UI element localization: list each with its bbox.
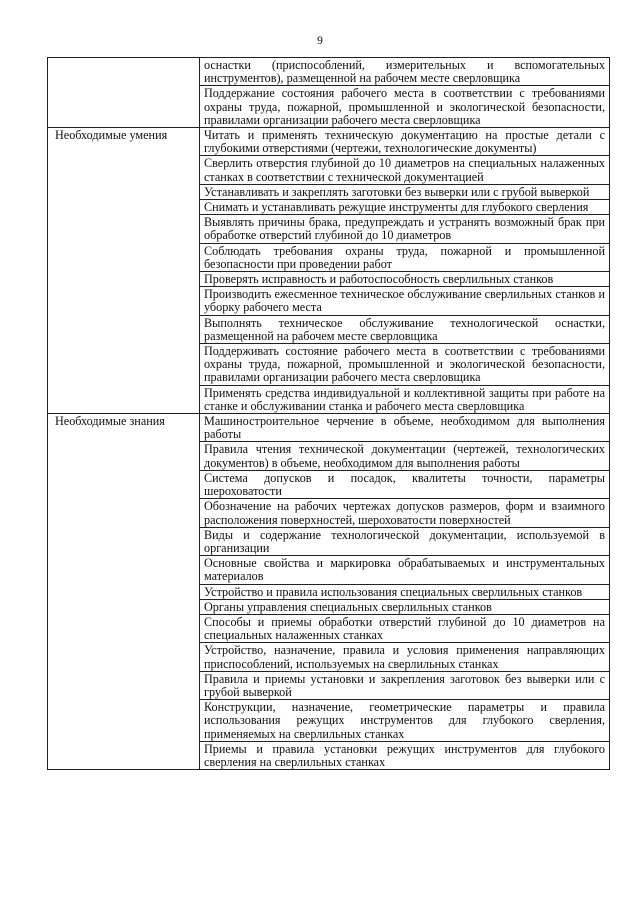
- requirement-text: Читать и применять техническую документацию на простые детали с глубокими отверстиями (чертежи, технологические документы): [200, 128, 610, 156]
- row-group-label: [48, 58, 200, 128]
- requirement-text: Снимать и устанавливать режущие инструменты для глубокого сверления: [200, 200, 610, 215]
- requirement-text: Устанавливать и закреплять заготовки без выверки или с грубой выверкой: [200, 184, 610, 199]
- table-row: [48, 128, 610, 156]
- requirement-text: Органы управления специальных сверлильных станков: [200, 599, 610, 614]
- requirement-text: Сверлить отверстия глубиной до 10 диаметров на специальных налаженных станках в соответствии с технической документацией: [200, 156, 610, 184]
- row-group-label: Необходимые умения: [48, 128, 200, 414]
- requirement-text: Поддерживать состояние рабочего места в соответствии с требованиями охраны труда, пожарной, промышленной и экологической безопасности, правилами организации рабочего места сверловщика: [200, 344, 610, 386]
- requirement-text: Соблюдать требования охраны труда, пожарной и промышленной безопасности при проведении работ: [200, 243, 610, 271]
- table-row: [48, 58, 610, 86]
- requirement-text: Система допусков и посадок, квалитеты точности, параметры шероховатости: [200, 470, 610, 498]
- requirement-text: Основные свойства и маркировка обрабатываемых и инструментальных материалов: [200, 556, 610, 584]
- row-group-label: Необходимые знания: [48, 414, 200, 770]
- requirement-text: Выполнять техническое обслуживание технологической оснастки, размещенной на рабочем месте сверловщика: [200, 315, 610, 343]
- requirement-text: Правила и приемы установки и закрепления заготовок без выверки или с грубой выверкой: [200, 671, 610, 699]
- requirement-text: Применять средства индивидуальной и коллективной защиты при работе на станке и обслуживании станка и рабочего места сверловщика: [200, 385, 610, 413]
- requirement-text: Конструкции, назначение, геометрические параметры и правила использования режущих инструментов для глубокого сверления, применяемых на сверлильных станках: [200, 700, 610, 742]
- requirement-text: Способы и приемы обработки отверстий глубиной до 10 диаметров на специальных налаженных станках: [200, 614, 610, 642]
- requirements-table: [47, 57, 610, 770]
- requirement-text: оснастки (приспособлений, измерительных и вспомогательных инструментов), размещенной на рабочем месте сверловщика: [200, 58, 610, 86]
- requirement-text: Виды и содержание технологической документации, используемой в организации: [200, 527, 610, 555]
- requirement-text: Обозначение на рабочих чертежах допусков размеров, форм и взаимного расположения поверхностей, шероховатости поверхностей: [200, 499, 610, 527]
- requirement-text: Выявлять причины брака, предупреждать и устранять возможный брак при обработке отверстий глубиной до 10 диаметров: [200, 215, 610, 243]
- page-number: 9: [317, 35, 323, 47]
- requirement-text: Поддержание состояния рабочего места в соответствии с требованиями охраны труда, пожарной, промышленной и экологической безопасности, правилами организации рабочего места сверловщика: [200, 86, 610, 128]
- requirement-text: Правила чтения технической документации (чертежей, технологических документов) в объеме, необходимом для выполнения работы: [200, 442, 610, 470]
- requirement-text: Машиностроительное черчение в объеме, необходимом для выполнения работы: [200, 414, 610, 442]
- requirement-text: Устройство, назначение, правила и условия применения направляющих приспособлений, используемых на сверлильных станках: [200, 643, 610, 671]
- requirements-table-body: [48, 58, 610, 770]
- requirement-text: Проверять исправность и работоспособность сверлильных станков: [200, 272, 610, 287]
- table-row: [48, 414, 610, 442]
- requirement-text: Производить ежесменное техническое обслуживание сверлильных станков и уборку рабочего места: [200, 287, 610, 315]
- requirement-text: Устройство и правила использования специальных сверлильных станков: [200, 584, 610, 599]
- requirement-text: Приемы и правила установки режущих инструментов для глубокого сверления на сверлильных станках: [200, 741, 610, 769]
